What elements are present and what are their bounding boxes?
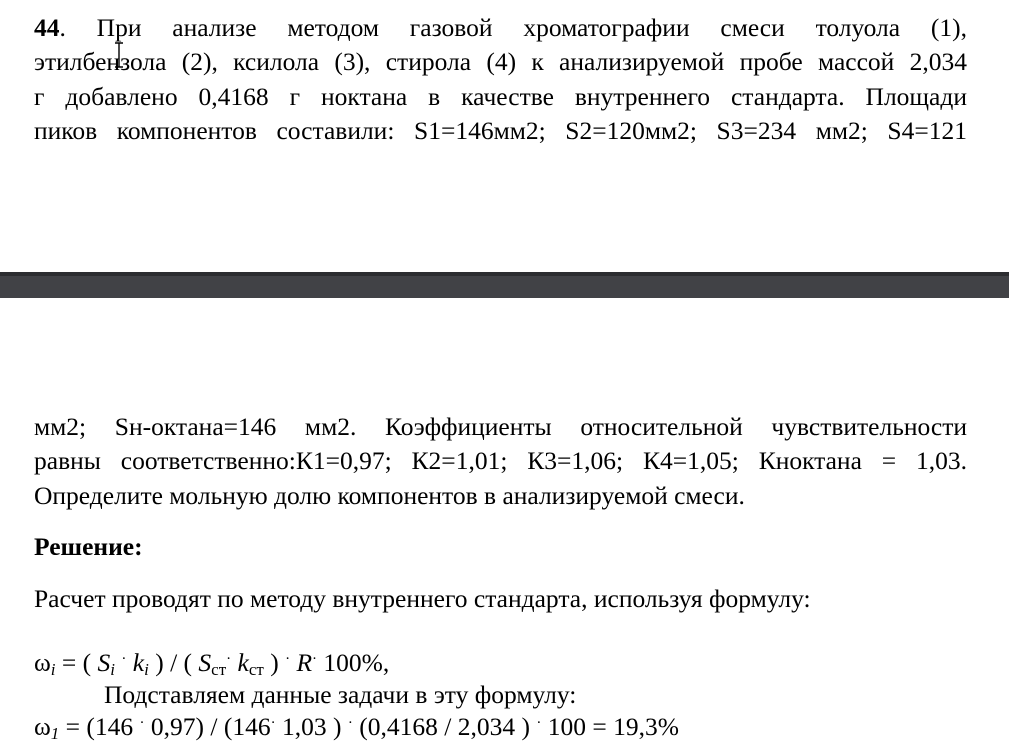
calculation-intro: Расчет проводят по методу внутреннего стандарта, используя формулу: — [34, 584, 811, 613]
result-part-3: 1,03 ) — [275, 712, 348, 741]
result-dot-3: · — [347, 715, 353, 731]
result-line — [34, 710, 679, 744]
result-part-4: (0,4168 / 2,034 ) — [352, 712, 537, 741]
result-part-1: = (146 — [59, 712, 140, 741]
formula-omega: ω — [34, 648, 51, 677]
formula-line — [34, 646, 389, 680]
problem-line-3: г добавлено 0,4168 г ноктана в качестве внутреннего стандарта. Площади — [34, 81, 967, 111]
problem-continuation — [34, 410, 967, 513]
formula-sub-i: i — [50, 660, 56, 679]
result-dot-2: · — [270, 715, 276, 731]
formula-S-st-sub: ст — [211, 660, 227, 679]
formula-dot-2: · — [226, 651, 232, 667]
formula-tail: 100%, — [317, 648, 390, 677]
problem-statement — [34, 11, 967, 148]
formula-S-sub: i — [110, 660, 116, 679]
formula-dot-4: · — [312, 651, 318, 667]
result-dot-1: · — [139, 715, 145, 731]
result-part-2: 0,97) / (146 — [144, 712, 271, 741]
formula-k-sub: i — [144, 660, 149, 679]
continuation-line-2: равны соответственно:К1=0,97; К2=1,01; К3=1,06; К4=1,05; Кноктана = 1,03. — [34, 446, 967, 476]
continuation-line-1: мм2; Sн-октана=146 мм2. Коэффициенты относительной чувствительности — [34, 412, 967, 441]
problem-line-1-text: . При анализе методом газовой хроматографии смеси толуола (1), — [59, 13, 967, 42]
result-sub: 1 — [50, 724, 60, 743]
formula-k: k — [132, 648, 145, 677]
page-break-separator — [0, 272, 1009, 298]
continuation-line-3: Определите мольную долю компонентов в анализируемой смеси. — [34, 480, 745, 510]
formula-R: R — [296, 648, 313, 677]
formula-k-st-sub: ст — [248, 660, 264, 679]
problem-line-4: пиков компонентов составили: S1=146мм2; S2=120мм2; S3=234 мм2; S4=121 — [34, 115, 967, 145]
formula-S: S — [97, 648, 111, 677]
formula-S-st: S — [198, 648, 212, 677]
result-omega: ω — [34, 712, 51, 741]
formula-divider: ) / ( — [148, 648, 199, 677]
problem-line-2: этилбензола (2), ксилола (3), стирола (4) к анализируемой пробе массой 2,034 — [34, 47, 967, 77]
result-part-5: 100 = 19,3% — [541, 712, 679, 741]
formula-dot-3: · — [285, 651, 291, 667]
solution-heading: Решение: — [34, 532, 143, 561]
problem-line-1 — [34, 11, 967, 45]
substitute-line: Подставляем данные задачи в эту формулу: — [104, 680, 577, 709]
text-cursor-icon — [114, 42, 124, 68]
formula-close: ) — [263, 648, 286, 677]
problem-number: 44 — [34, 13, 60, 42]
formula-k-st: k — [237, 648, 249, 677]
formula-open: = ( — [55, 648, 98, 677]
formula-dot-1: · — [121, 651, 127, 667]
result-dot-4: · — [536, 715, 542, 731]
